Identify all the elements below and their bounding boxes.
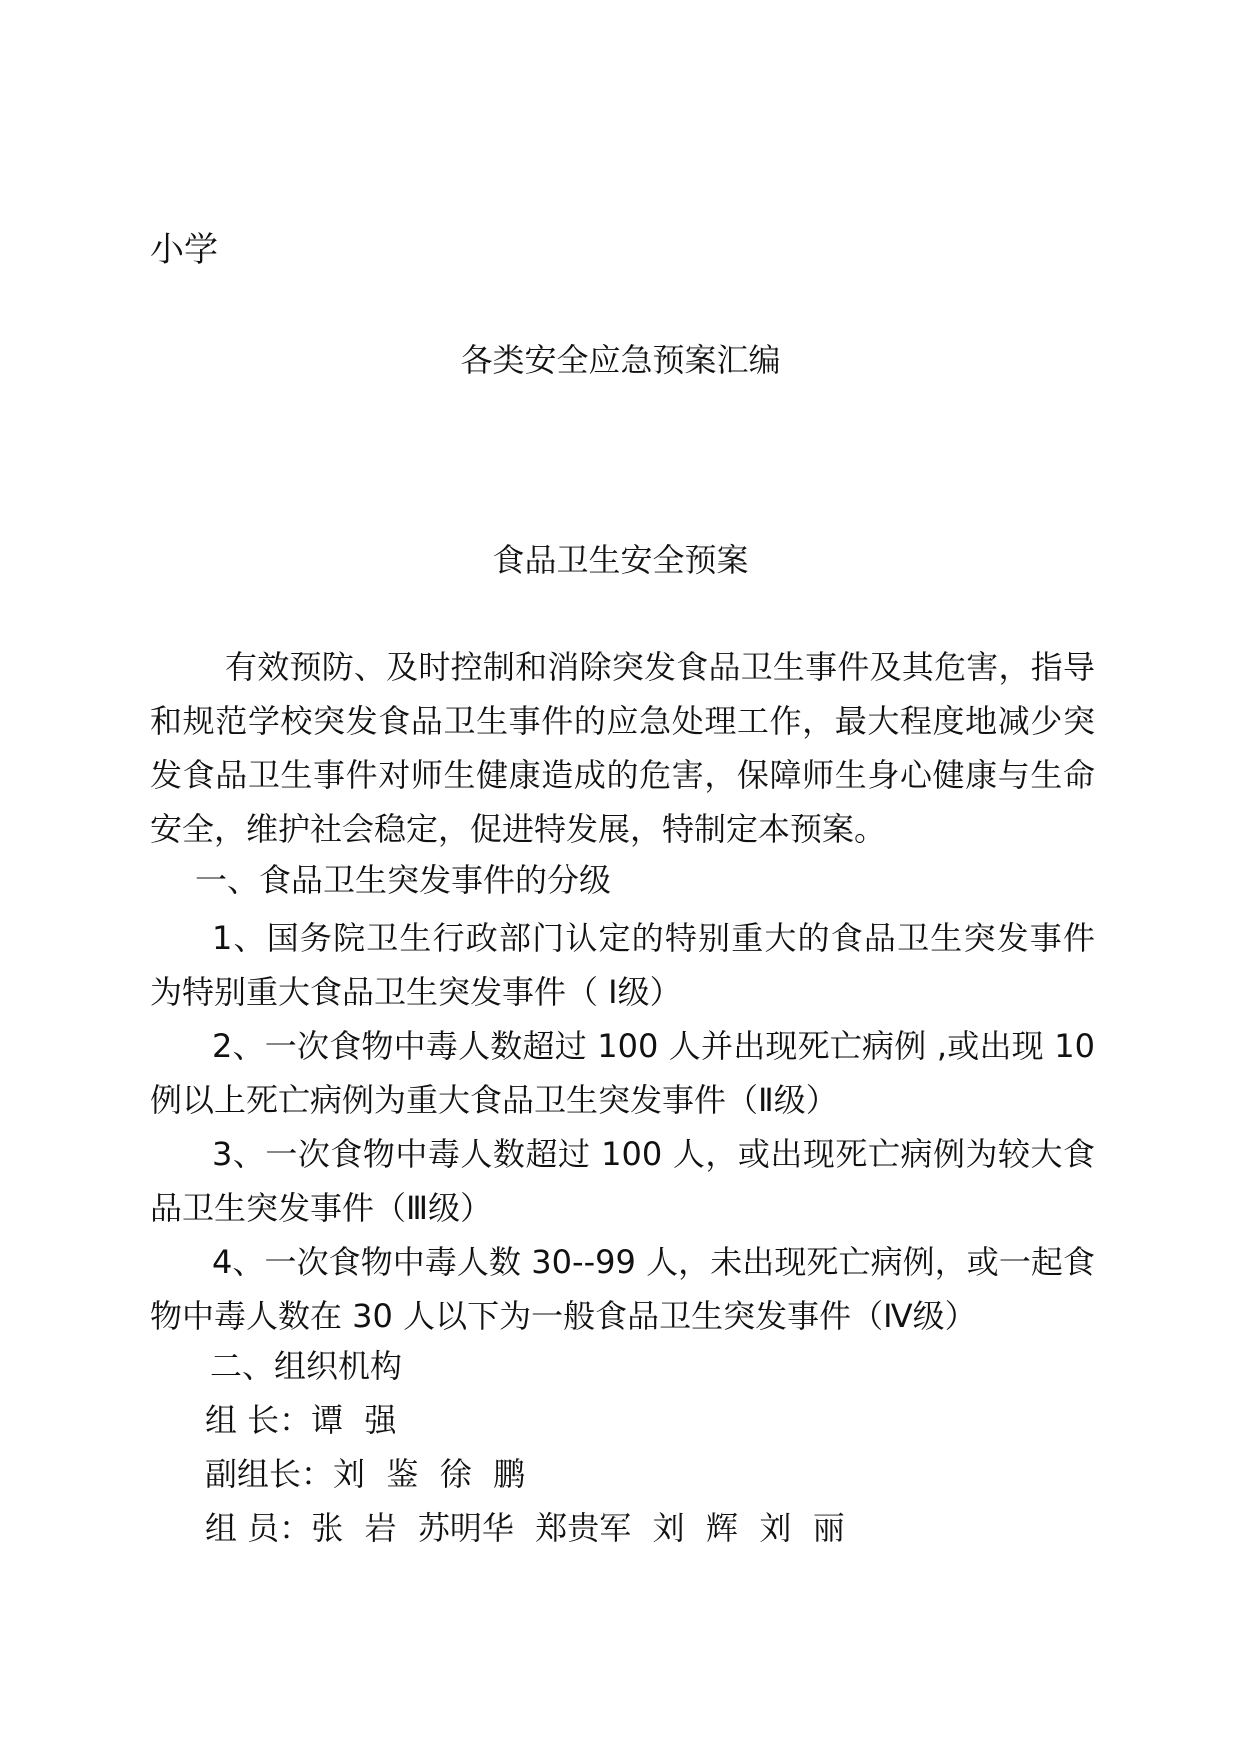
org-members-row xyxy=(205,1508,845,1548)
document-title: 各类安全应急预案汇编 xyxy=(460,341,781,379)
school-label: 小学 xyxy=(150,230,218,270)
org-member-names: 张 岩 苏明华 郑贵军 刘 辉 刘 丽 xyxy=(311,1509,845,1547)
grading-item-4: 4、一次食物中毒人数 30--99 人，未出现死亡病例，或一起食物中毒人数在 30 人以下为一般食品卫生突发事件（Ⅳ级） xyxy=(150,1243,1095,1335)
section-title: 食品卫生安全预案 xyxy=(492,541,749,579)
grading-item-1: 1、国务院卫生行政部门认定的特别重大的食品卫生突发事件为特别重大食品卫生突发事件（ Ⅰ级） xyxy=(150,919,1095,1011)
intro-paragraph: 有效预防、及时控制和消除突发食品卫生事件及其危害，指导和规范学校突发食品卫生事件的应急处理工作，最大程度地减少突发食品卫生事件对师生健康造成的危害，保障师生身心健康与生命安全，维护社会稳定，促进特发展，特制定本预案。 xyxy=(150,648,1095,848)
grading-item-2: 2、一次食物中毒人数超过 100 人并出现死亡病例 ,或出现 10 例以上死亡病例为重大食品卫生突发事件（Ⅱ级） xyxy=(150,1027,1095,1119)
org-deputy-row xyxy=(205,1454,525,1494)
grading-item-3: 3、一次食物中毒人数超过 100 人，或出现死亡病例为较大食品卫生突发事件（Ⅲ级） xyxy=(150,1135,1095,1227)
org-leader-role: 组 长： xyxy=(205,1401,312,1439)
org-deputy-role: 副组长： xyxy=(205,1455,334,1493)
org-leader-names: 谭 强 xyxy=(311,1401,397,1439)
org-deputy-names: 刘 鉴 徐 鹏 xyxy=(333,1455,526,1493)
heading-organization: 二、组织机构 xyxy=(210,1347,403,1385)
heading-grading: 一、食品卫生突发事件的分级 xyxy=(195,861,612,899)
org-member-role: 组 员： xyxy=(205,1509,312,1547)
org-leader-row xyxy=(205,1400,397,1440)
